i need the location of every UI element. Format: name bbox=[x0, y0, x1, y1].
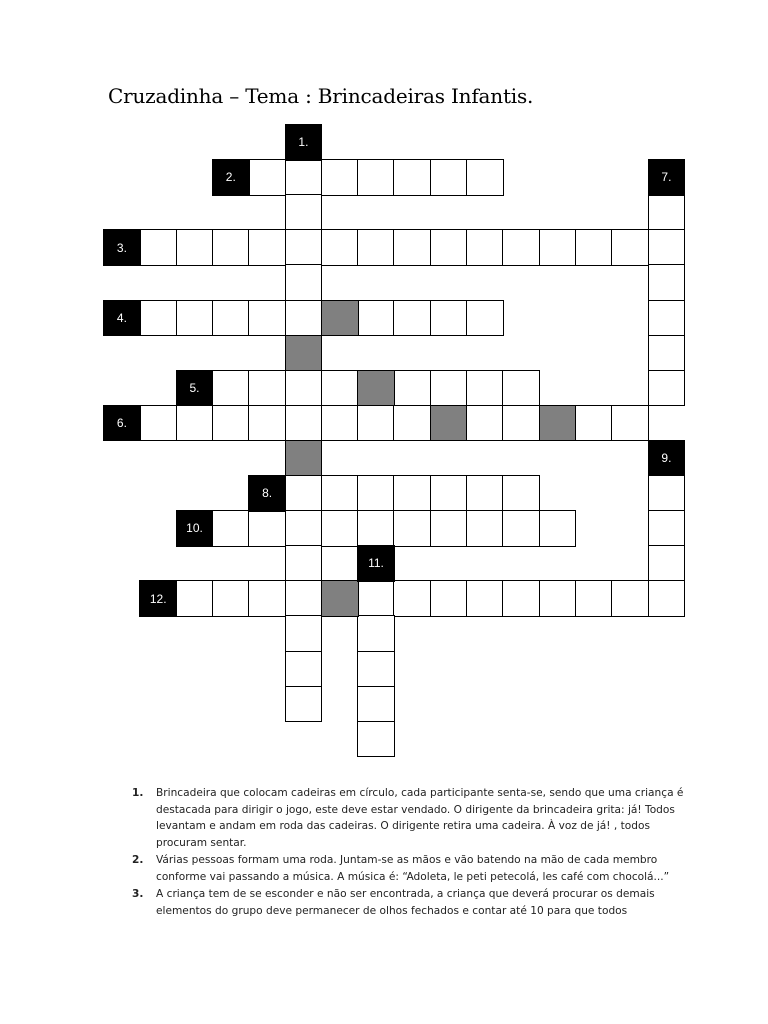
crossword-cell[interactable] bbox=[539, 580, 577, 617]
crossword-cell[interactable] bbox=[248, 580, 286, 617]
crossword-cell[interactable] bbox=[285, 651, 323, 688]
crossword-cell[interactable] bbox=[285, 300, 323, 337]
crossword-cell[interactable] bbox=[248, 300, 286, 337]
shaded-cell bbox=[430, 405, 468, 442]
crossword-cell[interactable] bbox=[285, 615, 323, 652]
crossword-cell[interactable] bbox=[357, 475, 395, 512]
clue-list bbox=[132, 785, 692, 920]
clue-number: 1. bbox=[132, 787, 144, 799]
crossword-cell[interactable] bbox=[321, 475, 359, 512]
clue-item bbox=[132, 852, 692, 885]
crossword-cell[interactable] bbox=[430, 580, 468, 617]
crossword-cell[interactable] bbox=[466, 229, 504, 266]
clue-number-cell: 12. bbox=[139, 580, 177, 617]
crossword-cell[interactable] bbox=[285, 510, 323, 547]
crossword-cell[interactable] bbox=[502, 580, 540, 617]
crossword-cell[interactable] bbox=[430, 510, 468, 547]
crossword-cell[interactable] bbox=[648, 229, 686, 266]
crossword-cell[interactable] bbox=[321, 510, 359, 547]
crossword-cell[interactable] bbox=[648, 475, 686, 512]
crossword-cell[interactable] bbox=[357, 580, 395, 617]
crossword-cell[interactable] bbox=[393, 370, 431, 407]
crossword-cell[interactable] bbox=[393, 159, 431, 196]
crossword-cell[interactable] bbox=[285, 475, 323, 512]
crossword-cell[interactable] bbox=[176, 580, 214, 617]
crossword-cell[interactable] bbox=[212, 229, 250, 266]
shaded-cell bbox=[285, 335, 323, 372]
shaded-cell bbox=[321, 580, 359, 617]
crossword-cell[interactable] bbox=[502, 370, 540, 407]
clue-text: Brincadeira que colocam cadeiras em círculo, cada participante senta-se, sendo que uma criança é destacada para dirigir o jogo, este deve estar vendado. O dirigente da brincadeira grita: já! Todos levantam e andam em roda das cadeiras. O dirigente retira uma cadeira. À voz de já! , todos procuram sentar. bbox=[156, 787, 684, 849]
crossword-cell[interactable] bbox=[466, 580, 504, 617]
crossword-cell[interactable] bbox=[357, 615, 395, 652]
clue-number-cell: 7. bbox=[648, 159, 686, 196]
clue-number-cell: 6. bbox=[103, 405, 141, 442]
clue-item bbox=[132, 886, 692, 919]
crossword-cell[interactable] bbox=[466, 300, 504, 337]
crossword-cell[interactable] bbox=[357, 159, 395, 196]
crossword-cell[interactable] bbox=[357, 300, 395, 337]
crossword-cell[interactable] bbox=[466, 159, 504, 196]
crossword-cell[interactable] bbox=[248, 405, 286, 442]
crossword-cell[interactable] bbox=[285, 370, 323, 407]
crossword-cell[interactable] bbox=[648, 194, 686, 231]
crossword-cell[interactable] bbox=[212, 510, 250, 547]
crossword-cell[interactable] bbox=[357, 721, 395, 758]
clue-number-cell: 9. bbox=[648, 440, 686, 477]
crossword-cell[interactable] bbox=[285, 229, 323, 266]
crossword-cell[interactable] bbox=[648, 300, 686, 337]
crossword-cell[interactable] bbox=[357, 405, 395, 442]
crossword-cell[interactable] bbox=[393, 405, 431, 442]
crossword-cell[interactable] bbox=[285, 194, 323, 231]
crossword-cell[interactable] bbox=[285, 545, 323, 582]
crossword-cell[interactable] bbox=[176, 300, 214, 337]
crossword-cell[interactable] bbox=[212, 300, 250, 337]
clue-number-cell: 3. bbox=[103, 229, 141, 266]
crossword-cell[interactable] bbox=[611, 405, 649, 442]
crossword-cell[interactable] bbox=[393, 475, 431, 512]
clue-text: A criança tem de se esconder e não ser encontrada, a criança que deverá procurar os demais elementos do grupo deve permanecer de olhos fechados e contar até 10 para que todos bbox=[156, 888, 655, 917]
shaded-cell bbox=[321, 300, 359, 337]
crossword-cell[interactable] bbox=[539, 510, 577, 547]
clue-item bbox=[132, 785, 692, 851]
crossword-cell[interactable] bbox=[466, 405, 504, 442]
crossword-cell[interactable] bbox=[212, 405, 250, 442]
crossword-cell[interactable] bbox=[139, 229, 177, 266]
crossword-cell[interactable] bbox=[357, 651, 395, 688]
crossword-cell[interactable] bbox=[248, 159, 286, 196]
crossword-cell[interactable] bbox=[430, 159, 468, 196]
crossword-cell[interactable] bbox=[321, 159, 359, 196]
crossword-cell[interactable] bbox=[357, 510, 395, 547]
crossword-cell[interactable] bbox=[611, 580, 649, 617]
crossword-cell[interactable] bbox=[285, 580, 323, 617]
crossword-cell[interactable] bbox=[139, 300, 177, 337]
crossword-cell[interactable] bbox=[357, 686, 395, 723]
crossword-cell[interactable] bbox=[648, 264, 686, 301]
shaded-cell bbox=[357, 370, 395, 407]
crossword-cell[interactable] bbox=[430, 300, 468, 337]
crossword-cell[interactable] bbox=[539, 229, 577, 266]
crossword-cell[interactable] bbox=[393, 510, 431, 547]
crossword-cell[interactable] bbox=[176, 405, 214, 442]
clue-number-cell: 8. bbox=[248, 475, 286, 512]
clue-number-cell: 11. bbox=[357, 545, 395, 582]
clue-number-cell: 2. bbox=[212, 159, 250, 196]
clue-number-cell: 1. bbox=[285, 124, 323, 161]
crossword-cell[interactable] bbox=[321, 370, 359, 407]
crossword-cell[interactable] bbox=[466, 370, 504, 407]
page-title: Cruzadinha – Tema : Brincadeiras Infantis. bbox=[108, 84, 534, 108]
crossword-cell[interactable] bbox=[502, 475, 540, 512]
crossword-cell[interactable] bbox=[648, 545, 686, 582]
clue-number: 3. bbox=[132, 888, 144, 900]
crossword-cell[interactable] bbox=[248, 370, 286, 407]
crossword-cell[interactable] bbox=[285, 686, 323, 723]
crossword-cell[interactable] bbox=[212, 580, 250, 617]
crossword-cell[interactable] bbox=[466, 475, 504, 512]
crossword-cell[interactable] bbox=[176, 229, 214, 266]
crossword-cell[interactable] bbox=[575, 580, 613, 617]
crossword-cell[interactable] bbox=[139, 405, 177, 442]
crossword-cell[interactable] bbox=[502, 229, 540, 266]
crossword-cell[interactable] bbox=[648, 335, 686, 372]
crossword-cell[interactable] bbox=[430, 475, 468, 512]
clue-number-cell: 4. bbox=[103, 300, 141, 337]
crossword-cell[interactable] bbox=[648, 370, 686, 407]
crossword-cell[interactable] bbox=[357, 229, 395, 266]
crossword-cell[interactable] bbox=[575, 405, 613, 442]
crossword-cell[interactable] bbox=[611, 229, 649, 266]
clue-number-cell: 10. bbox=[176, 510, 214, 547]
crossword-cell[interactable] bbox=[466, 510, 504, 547]
crossword-cell[interactable] bbox=[430, 229, 468, 266]
clue-text: Várias pessoas formam uma roda. Juntam-se as mãos e vão batendo na mão de cada membro conforme vai passando a música. A música é: “Adoleta, le peti petecolá, les café com chocolá...” bbox=[156, 854, 670, 883]
shaded-cell bbox=[285, 440, 323, 477]
crossword-cell[interactable] bbox=[285, 264, 323, 301]
crossword-cell[interactable] bbox=[393, 580, 431, 617]
crossword-cell[interactable] bbox=[393, 229, 431, 266]
crossword-cell[interactable] bbox=[285, 405, 323, 442]
crossword-cell[interactable] bbox=[285, 159, 323, 196]
crossword-cell[interactable] bbox=[575, 229, 613, 266]
crossword-cell[interactable] bbox=[430, 370, 468, 407]
crossword-cell[interactable] bbox=[248, 229, 286, 266]
crossword-cell[interactable] bbox=[321, 405, 359, 442]
crossword-cell[interactable] bbox=[502, 510, 540, 547]
crossword-cell[interactable] bbox=[212, 370, 250, 407]
crossword-cell[interactable] bbox=[321, 229, 359, 266]
crossword-cell[interactable] bbox=[248, 510, 286, 547]
crossword-cell[interactable] bbox=[502, 405, 540, 442]
shaded-cell bbox=[539, 405, 577, 442]
crossword-cell[interactable] bbox=[393, 300, 431, 337]
clue-number: 2. bbox=[132, 854, 144, 866]
clue-number-cell: 5. bbox=[176, 370, 214, 407]
crossword-cell[interactable] bbox=[648, 510, 686, 547]
crossword-cell[interactable] bbox=[648, 580, 686, 617]
